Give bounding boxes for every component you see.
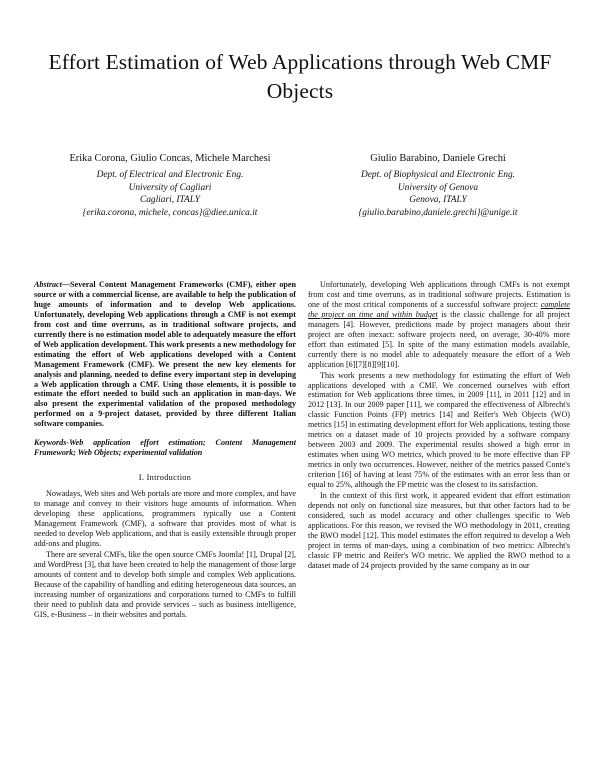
body-paragraph: There are several CMFs, like the open source CMFs Joomla! [1], Drupal [2], and WordPress [3], that have been created to help the management of those large amounts of content and to develop both simple and complex Web applications. Because of the capability of handling and editing heterogeneous data sources, an increasing number of organizations and corporations turned to CMFs to fulfill their need to publish data and provide services – such as business intelligence, GIS, e-Business – in their websites and portals. [34,549,296,619]
author-email: {giulio.barabino,daniele.grechi}@unige.it [358,207,518,218]
body-paragraph: In the context of this first work, it appeared evident that effort estimation depends not only on functional size measures, but that other factors had to be considered, such as model accuracy and other challenges specific to Web applications. For this reason, we revised the WO methodology in 2011, creating the RWO model [12]. This model estimates the effort required to develop a Web project in terms of man-days, using a combination of two metrics: Albrecht's classic FP metric and Reifer's WO metric. We applied the RWO method to a dataset made of 24 projects provided by the same company as in our [308,491,570,570]
author-city: Genova, ITALY [409,195,467,206]
body-paragraph: This work presents a new methodology for estimating the effort of Web applications developed with a CMF. We concerned ourselves with effort estimation for Web applications three times, in 2009 [11], in 2011 [12] and in 2012 [13]. In our 2009 paper [11], we compared the effectiveness of Albrecht's classic Function Points (FP) metrics [14] and Reifer's Web Objects (WO) metrics [15] in estimating development effort for Web applications, testing those metrics on a dataset made of 10 projects provided by a software company between 2003 and 2009. The experimental results showed a high error in estimates when using WO metrics, which proved to be more effective than FP metrics in only two occurrences. However, neither of the metrics passed Conte's criterion [16] of having at least 75% of the estimates with an error less than or equal to 25%, although the FP metric was the closest to its satisfaction. [308,370,570,490]
body-paragraph [308,280,570,370]
paragraph-text: Unfortunately, developing Web applications through CMFs is not exempt from cost and time overruns, as in traditional software projects. Estimation is one of the most critical components of a successful software project: [308,280,570,309]
author-city: Cagliari, ITALY [139,195,201,206]
abstract-text: —Several Content Management Frameworks (CMF), either open source or with a commercial license, are available to help the publication of huge amounts of information and to develop Web applications. Unfortunately, developing Web applications through a CMF is not exempt from cost and time overruns, as in traditional software projects, and currently there is no estimation model able to adequately measure the effort of Web application development. This work presents a new methodology for estimating the effort of Web applications developed with a Content Management Framework (CMF). We present the new key elements for analysis and planning, needed to define every important step in developing a Web application through a CMF. Using those elements, it is possible to estimate the effort needed to build such an application in man-days. We also present the experimental validation of the proposed methodology performed on a 9-project dataset, provided by three different Italian software companies. [34,280,296,429]
body-paragraph: Nowadays, Web sites and Web portals are more and more complex, and have to manage and convey to their visitors huge amounts of information. When developing these applications, programmers typically use a Content Management Framework (CMF), a software that provides most of what is needed to develop Web applications, and that is easily extensible through proper add-ons and plugins. [34,489,296,548]
emphasized-phrase: complete the project on time and within budget [308,299,570,319]
abstract-lead: Abstract [34,280,62,289]
paper-title: Effort Estimation of Web Applications through Web CMF Objects [48,50,552,103]
author-block-right [308,153,568,219]
left-column [34,280,296,620]
section-heading: I. Introduction [138,473,192,483]
right-column [308,280,570,571]
author-names: Giulio Barabino, Daniele Grechi [370,153,506,164]
keywords: Keywords-Web application effort estimation; Content Management Framework; Web Objects; experimental validation [34,438,296,458]
author-names: Erika Corona, Giulio Concas, Michele Marchesi [69,153,271,164]
author-block-left [40,153,300,219]
author-university: University of Genova [397,182,479,193]
abstract [34,280,296,429]
author-university: University of Cagliari [128,182,212,193]
author-email: {erika.corona, michele, concas}@diee.unica.it [82,207,258,218]
author-department: Dept. of Electrical and Electronic Eng. [96,170,244,181]
author-department: Dept. of Biophysical and Electronic Eng. [360,170,516,181]
paragraph-text: is the classic challenge for all project managers [4]. However, predictions made by project managers about their project are often inexact: software projects need, on average, 30-40% more effort than estimated [5]. In spite of the many estimation models available, currently there is no model able to adequately measure the effort of a Web application [6][7][8][9][10]. [308,309,571,369]
